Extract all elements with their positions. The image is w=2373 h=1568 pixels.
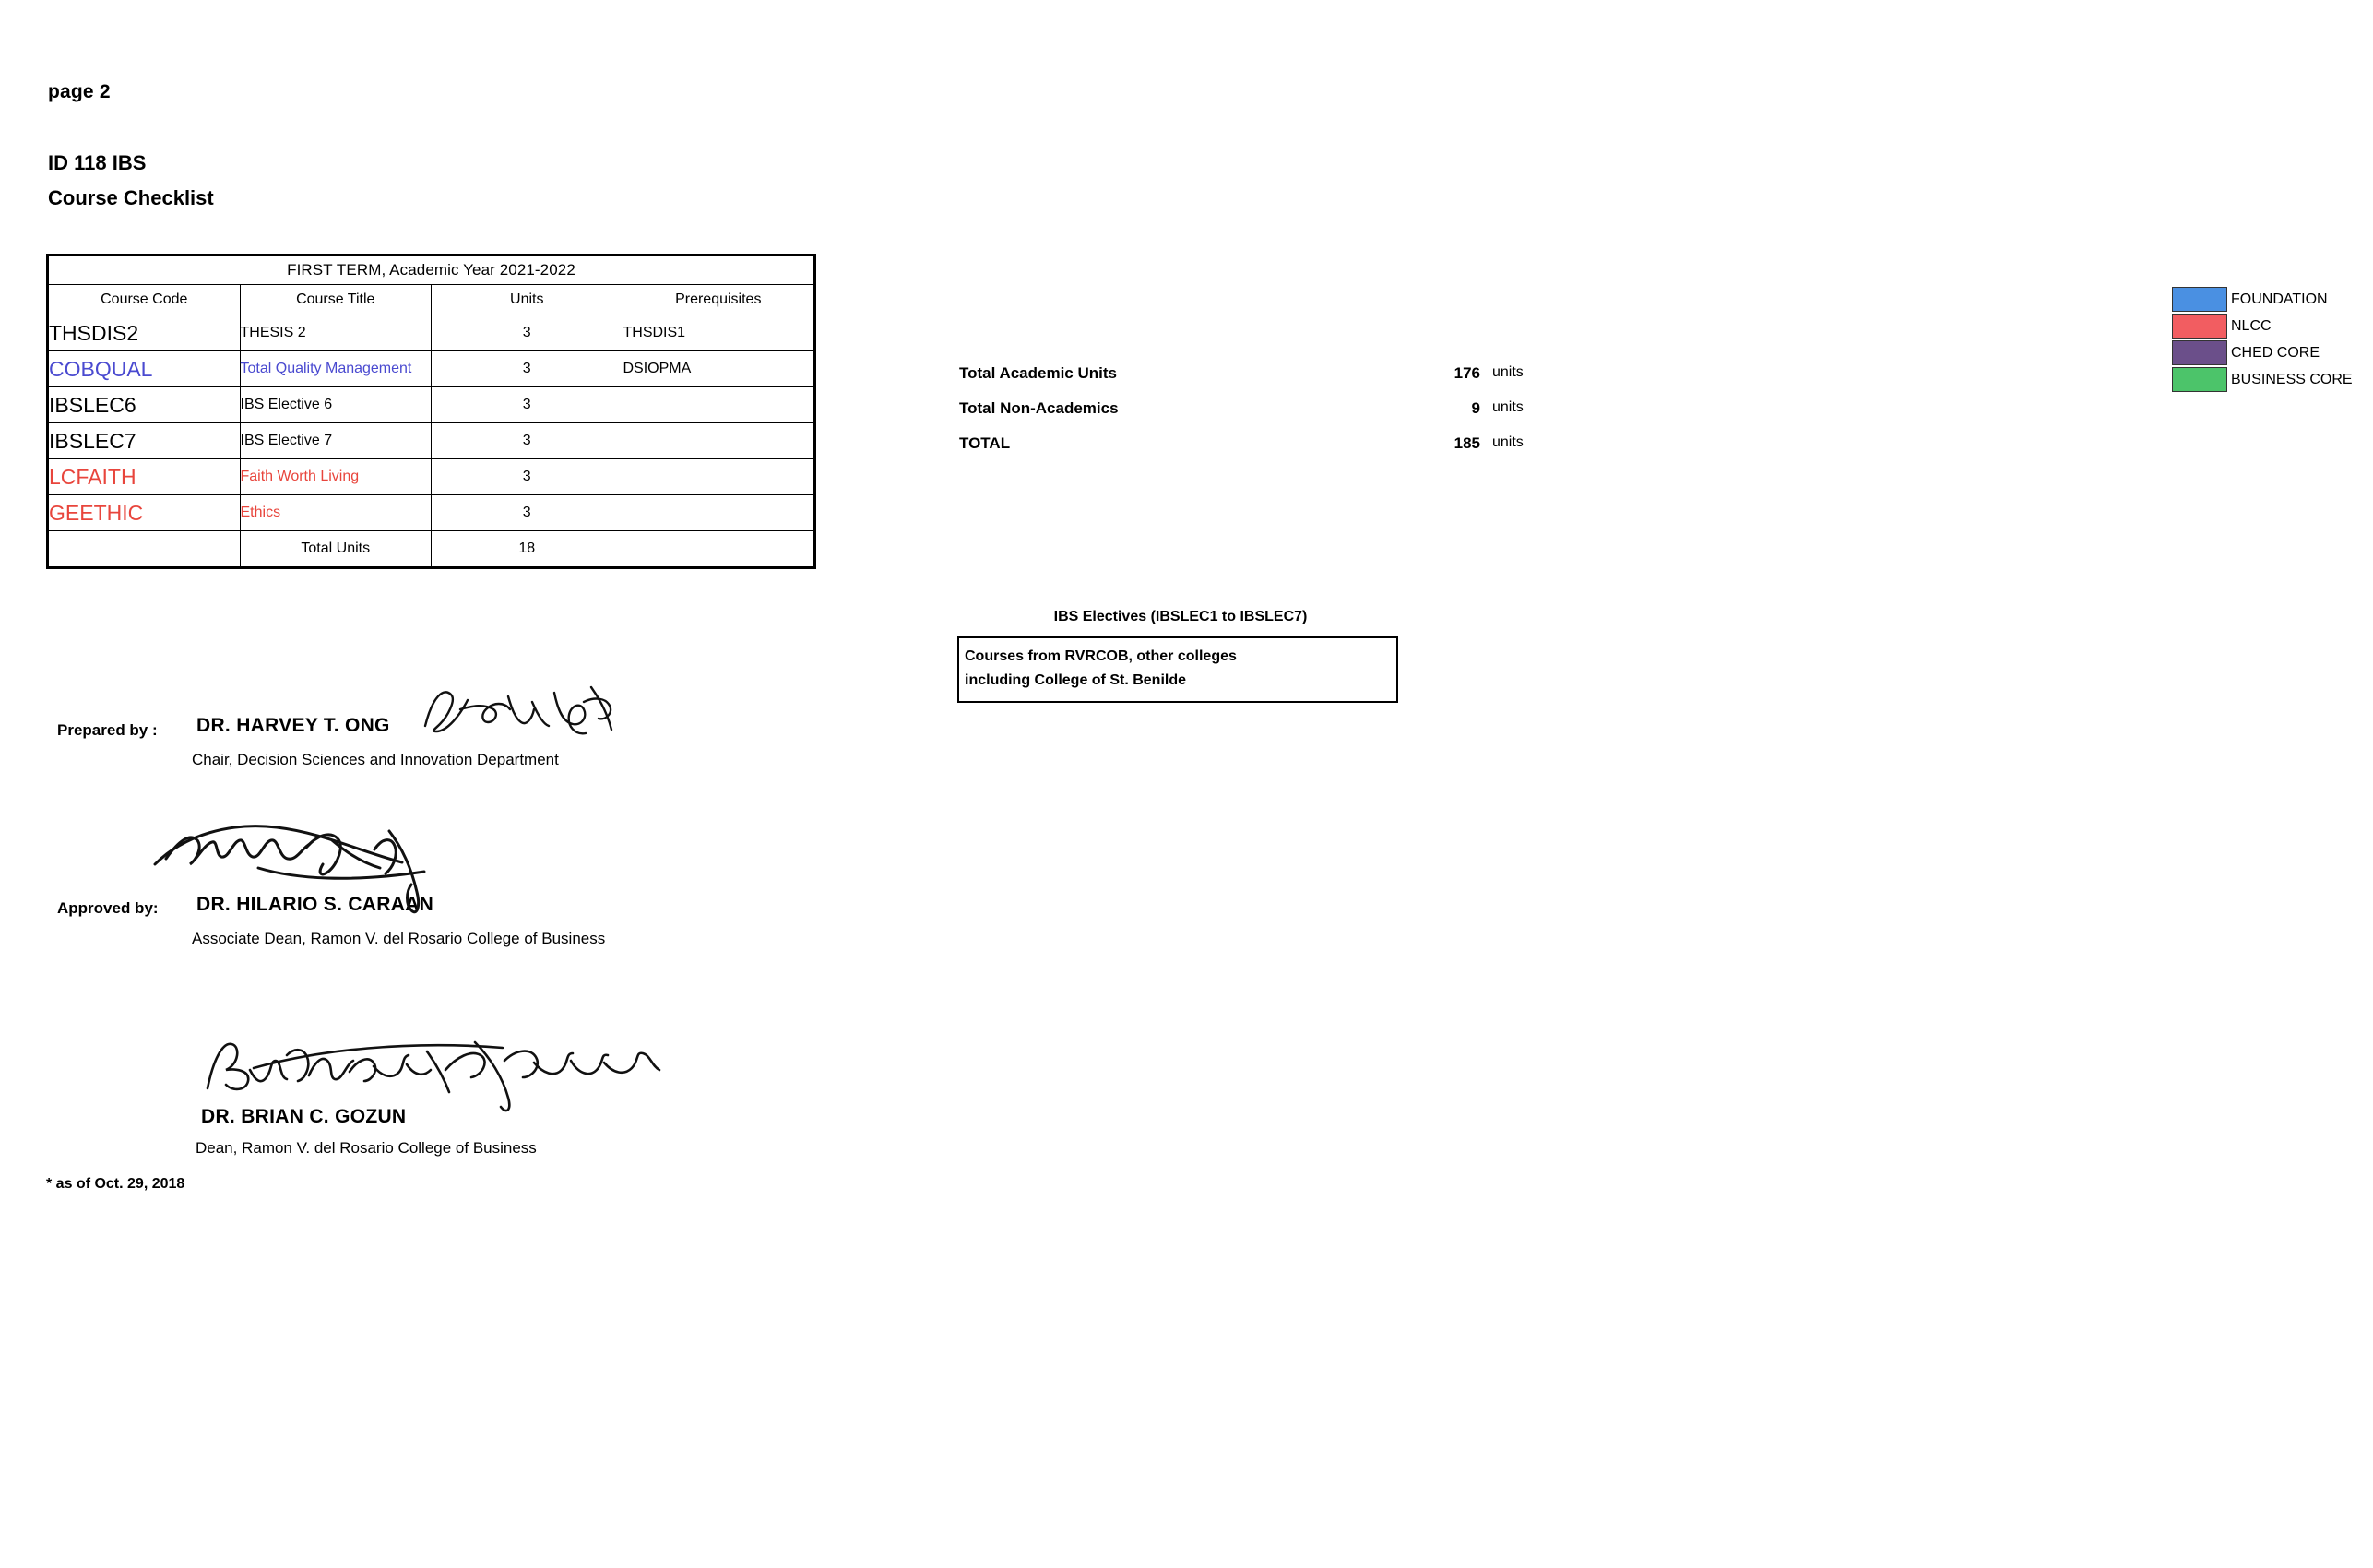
signature-harvey-ong-icon [420, 678, 632, 752]
cell-units: 3 [432, 459, 623, 495]
cell-course-code: GEETHIC [49, 495, 241, 531]
total-row [959, 364, 1549, 399]
table-row [49, 315, 814, 351]
electives-title: IBS Electives (IBSLEC1 to IBSLEC7) [1053, 609, 1308, 624]
legend-row [2172, 286, 2353, 313]
electives-note-line-1: Courses from RVRCOB, other colleges [965, 648, 1237, 664]
legend-label: BUSINESS CORE [2231, 371, 2353, 387]
cell-units: 3 [432, 315, 623, 351]
cell-units: 3 [432, 423, 623, 459]
total-value: 176 [1453, 364, 1480, 382]
total-row-spacer [49, 531, 241, 567]
electives-note-line-2: including College of St. Benilde [965, 672, 1187, 688]
table-row [49, 387, 814, 423]
legend-label: NLCC [2231, 317, 2272, 334]
table-column-header-row [49, 285, 814, 315]
table-row [49, 495, 814, 531]
prepared-by-label: Prepared by : [57, 721, 158, 739]
approved-by-label: Approved by: [57, 899, 159, 917]
course-checklist-table [46, 254, 816, 569]
column-header-course-code: Course Code [49, 285, 241, 315]
approved-by-role: Associate Dean, Ramon V. del Rosario College of Business [192, 930, 606, 947]
cell-prerequisites [623, 495, 814, 531]
table-row [49, 351, 814, 387]
cell-course-code: LCFAITH [49, 459, 241, 495]
legend-color-swatch [2172, 287, 2227, 312]
dean-name: DR. BRIAN C. GOZUN [201, 1106, 407, 1127]
column-header-course-title: Course Title [240, 285, 432, 315]
cell-prerequisites: THSDIS1 [623, 315, 814, 351]
total-unit: units [1492, 399, 1524, 415]
term-heading: FIRST TERM, Academic Year 2021-2022 [49, 256, 814, 285]
legend-color-swatch [2172, 367, 2227, 392]
category-legend [2172, 286, 2353, 393]
legend-label: CHED CORE [2231, 344, 2320, 361]
page-label: page 2 [48, 81, 111, 102]
cell-course-title: IBS Elective 7 [240, 423, 432, 459]
total-label: Total Academic Units [959, 364, 1117, 382]
approved-by-name: DR. HILARIO S. CARAAN [196, 894, 434, 915]
column-header-units: Units [432, 285, 623, 315]
document-id: ID 118 IBS [48, 151, 147, 174]
total-unit: units [1492, 364, 1524, 380]
total-row-prereq-blank [623, 531, 814, 567]
legend-row [2172, 313, 2353, 339]
dean-role: Dean, Ramon V. del Rosario College of Business [196, 1139, 537, 1157]
total-unit: units [1492, 434, 1524, 450]
total-row [959, 399, 1549, 434]
total-value: 185 [1453, 434, 1480, 452]
total-units-value: 18 [432, 531, 623, 567]
total-value: 9 [1471, 399, 1480, 417]
cell-course-title: Total Quality Management [240, 351, 432, 387]
as-of-note: * as of Oct. 29, 2018 [46, 1176, 185, 1192]
table-total-row [49, 531, 814, 567]
table-row [49, 459, 814, 495]
legend-label: FOUNDATION [2231, 291, 2328, 307]
cell-units: 3 [432, 387, 623, 423]
cell-units: 3 [432, 351, 623, 387]
signature-brian-gozun-icon [198, 1024, 678, 1116]
cell-course-title: THESIS 2 [240, 315, 432, 351]
prepared-by-name: DR. HARVEY T. ONG [196, 715, 390, 736]
legend-row [2172, 366, 2353, 393]
cell-course-title: Faith Worth Living [240, 459, 432, 495]
document-subtitle: Course Checklist [48, 186, 214, 209]
cell-prerequisites: DSIOPMA [623, 351, 814, 387]
cell-course-code: IBSLEC7 [49, 423, 241, 459]
column-header-prerequisites: Prerequisites [623, 285, 814, 315]
total-label: TOTAL [959, 434, 1011, 452]
cell-prerequisites [623, 387, 814, 423]
cell-prerequisites [623, 423, 814, 459]
cell-course-title: Ethics [240, 495, 432, 531]
total-label: Total Non-Academics [959, 399, 1119, 417]
total-row [959, 434, 1549, 469]
cell-course-code: COBQUAL [49, 351, 241, 387]
total-units-label: Total Units [240, 531, 432, 567]
table-term-header-row [49, 256, 814, 285]
cell-course-code: THSDIS2 [49, 315, 241, 351]
totals-summary [959, 364, 1549, 469]
legend-color-swatch [2172, 314, 2227, 339]
cell-course-title: IBS Elective 6 [240, 387, 432, 423]
cell-course-code: IBSLEC6 [49, 387, 241, 423]
legend-row [2172, 339, 2353, 366]
cell-units: 3 [432, 495, 623, 531]
table-row [49, 423, 814, 459]
prepared-by-role: Chair, Decision Sciences and Innovation Department [192, 751, 559, 768]
legend-color-swatch [2172, 340, 2227, 365]
cell-prerequisites [623, 459, 814, 495]
electives-note-box [957, 636, 1398, 703]
